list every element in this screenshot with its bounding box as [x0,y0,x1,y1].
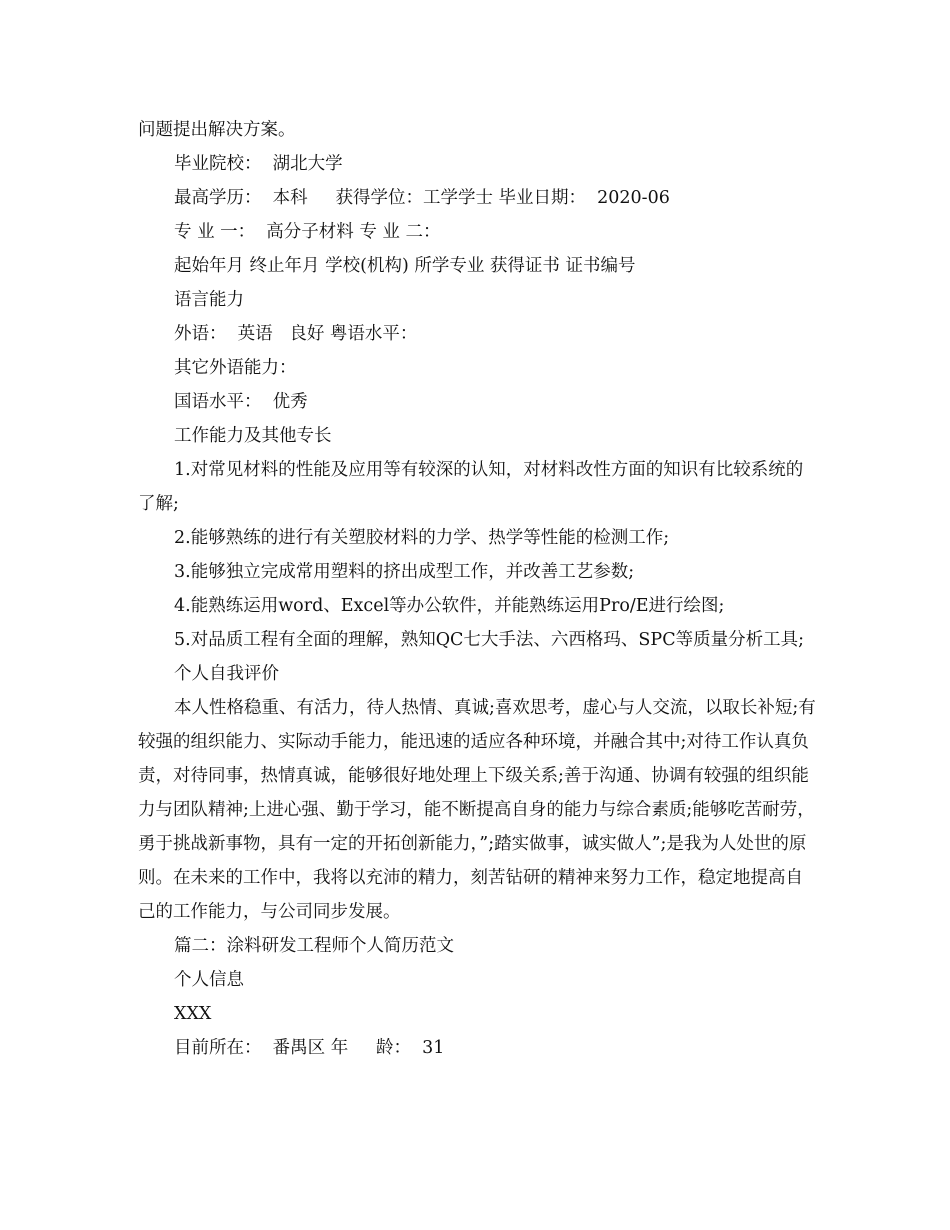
paragraph-problem-solution: 问题提出解决方案。 [138,120,296,140]
paragraph-foreign-language: 外语： 英语 良好 粤语水平： [174,324,418,344]
paragraph-education-degree: 最高学历： 本科 获得学位：工学学士 毕业日期： 2020-06 [174,188,670,208]
paragraph-location-age: 目前所在： 番禺区 年 龄： 31 [174,1038,445,1058]
heading-self-evaluation: 个人自我评价 [174,664,279,684]
document-body [138,113,818,1065]
paragraph-graduate-school: 毕业院校： 湖北大学 [174,154,343,174]
list-item-skill-2: 2.能够熟练的进行有关塑胶材料的力学、热学等性能的检测工作; [174,528,670,548]
paragraph-education-columns: 起始年月 终止年月 学校(机构) 所学专业 获得证书 证书编号 [174,256,636,276]
list-item-skill-1: 1.对常见材料的性能及应用等有较深的认知，对材料改性方面的知识有比较系统的了解; [138,460,804,514]
heading-language-ability: 语言能力 [174,290,244,310]
paragraph-mandarin-level: 国语水平： 优秀 [174,392,308,412]
heading-work-skills: 工作能力及其他专长 [174,426,332,446]
paragraph-self-evaluation: 本人性格稳重、有活力，待人热情、真诚;喜欢思考，虚心与人交流，以取长补短;有较强的组织能力、实际动手能力，能迅速的适应各种环境，并融合其中;对待工作认真负责，对待同事，热情真诚，能够很好地处理上下级关系;善于沟通、协调有较强的组织能力与团队精神;上进心强、勤于学习，能不断提高自身的能力与综合素质;能够吃苦耐劳，勇于挑战新事物，具有一定的开拓创新能力，”;踏实做事，诚实做人”;是我为人处世的原则。在未来的工作中，我将以充沛的精力，刻苦钻研的精神来努力工作，稳定地提高自己的工作能力，与公司同步发展。 [138,698,816,922]
heading-part-two: 篇二：涂料研发工程师个人简历范文 [174,936,454,956]
paragraph-name: XXX [174,1004,212,1024]
list-item-skill-5: 5.对品质工程有全面的理解，熟知QC七大手法、六西格玛、SPC等质量分析工具; [174,630,804,650]
list-item-skill-4: 4.能熟练运用word、Excel等办公软件，并能熟练运用Pro/E进行绘图; [174,596,725,616]
paragraph-majors: 专 业 一： 高分子材料 专 业 二： [174,222,441,242]
list-item-skill-3: 3.能够独立完成常用塑料的挤出成型工作，并改善工艺参数; [174,562,635,582]
heading-personal-info: 个人信息 [174,970,244,990]
paragraph-other-languages: 其它外语能力： [174,358,297,378]
